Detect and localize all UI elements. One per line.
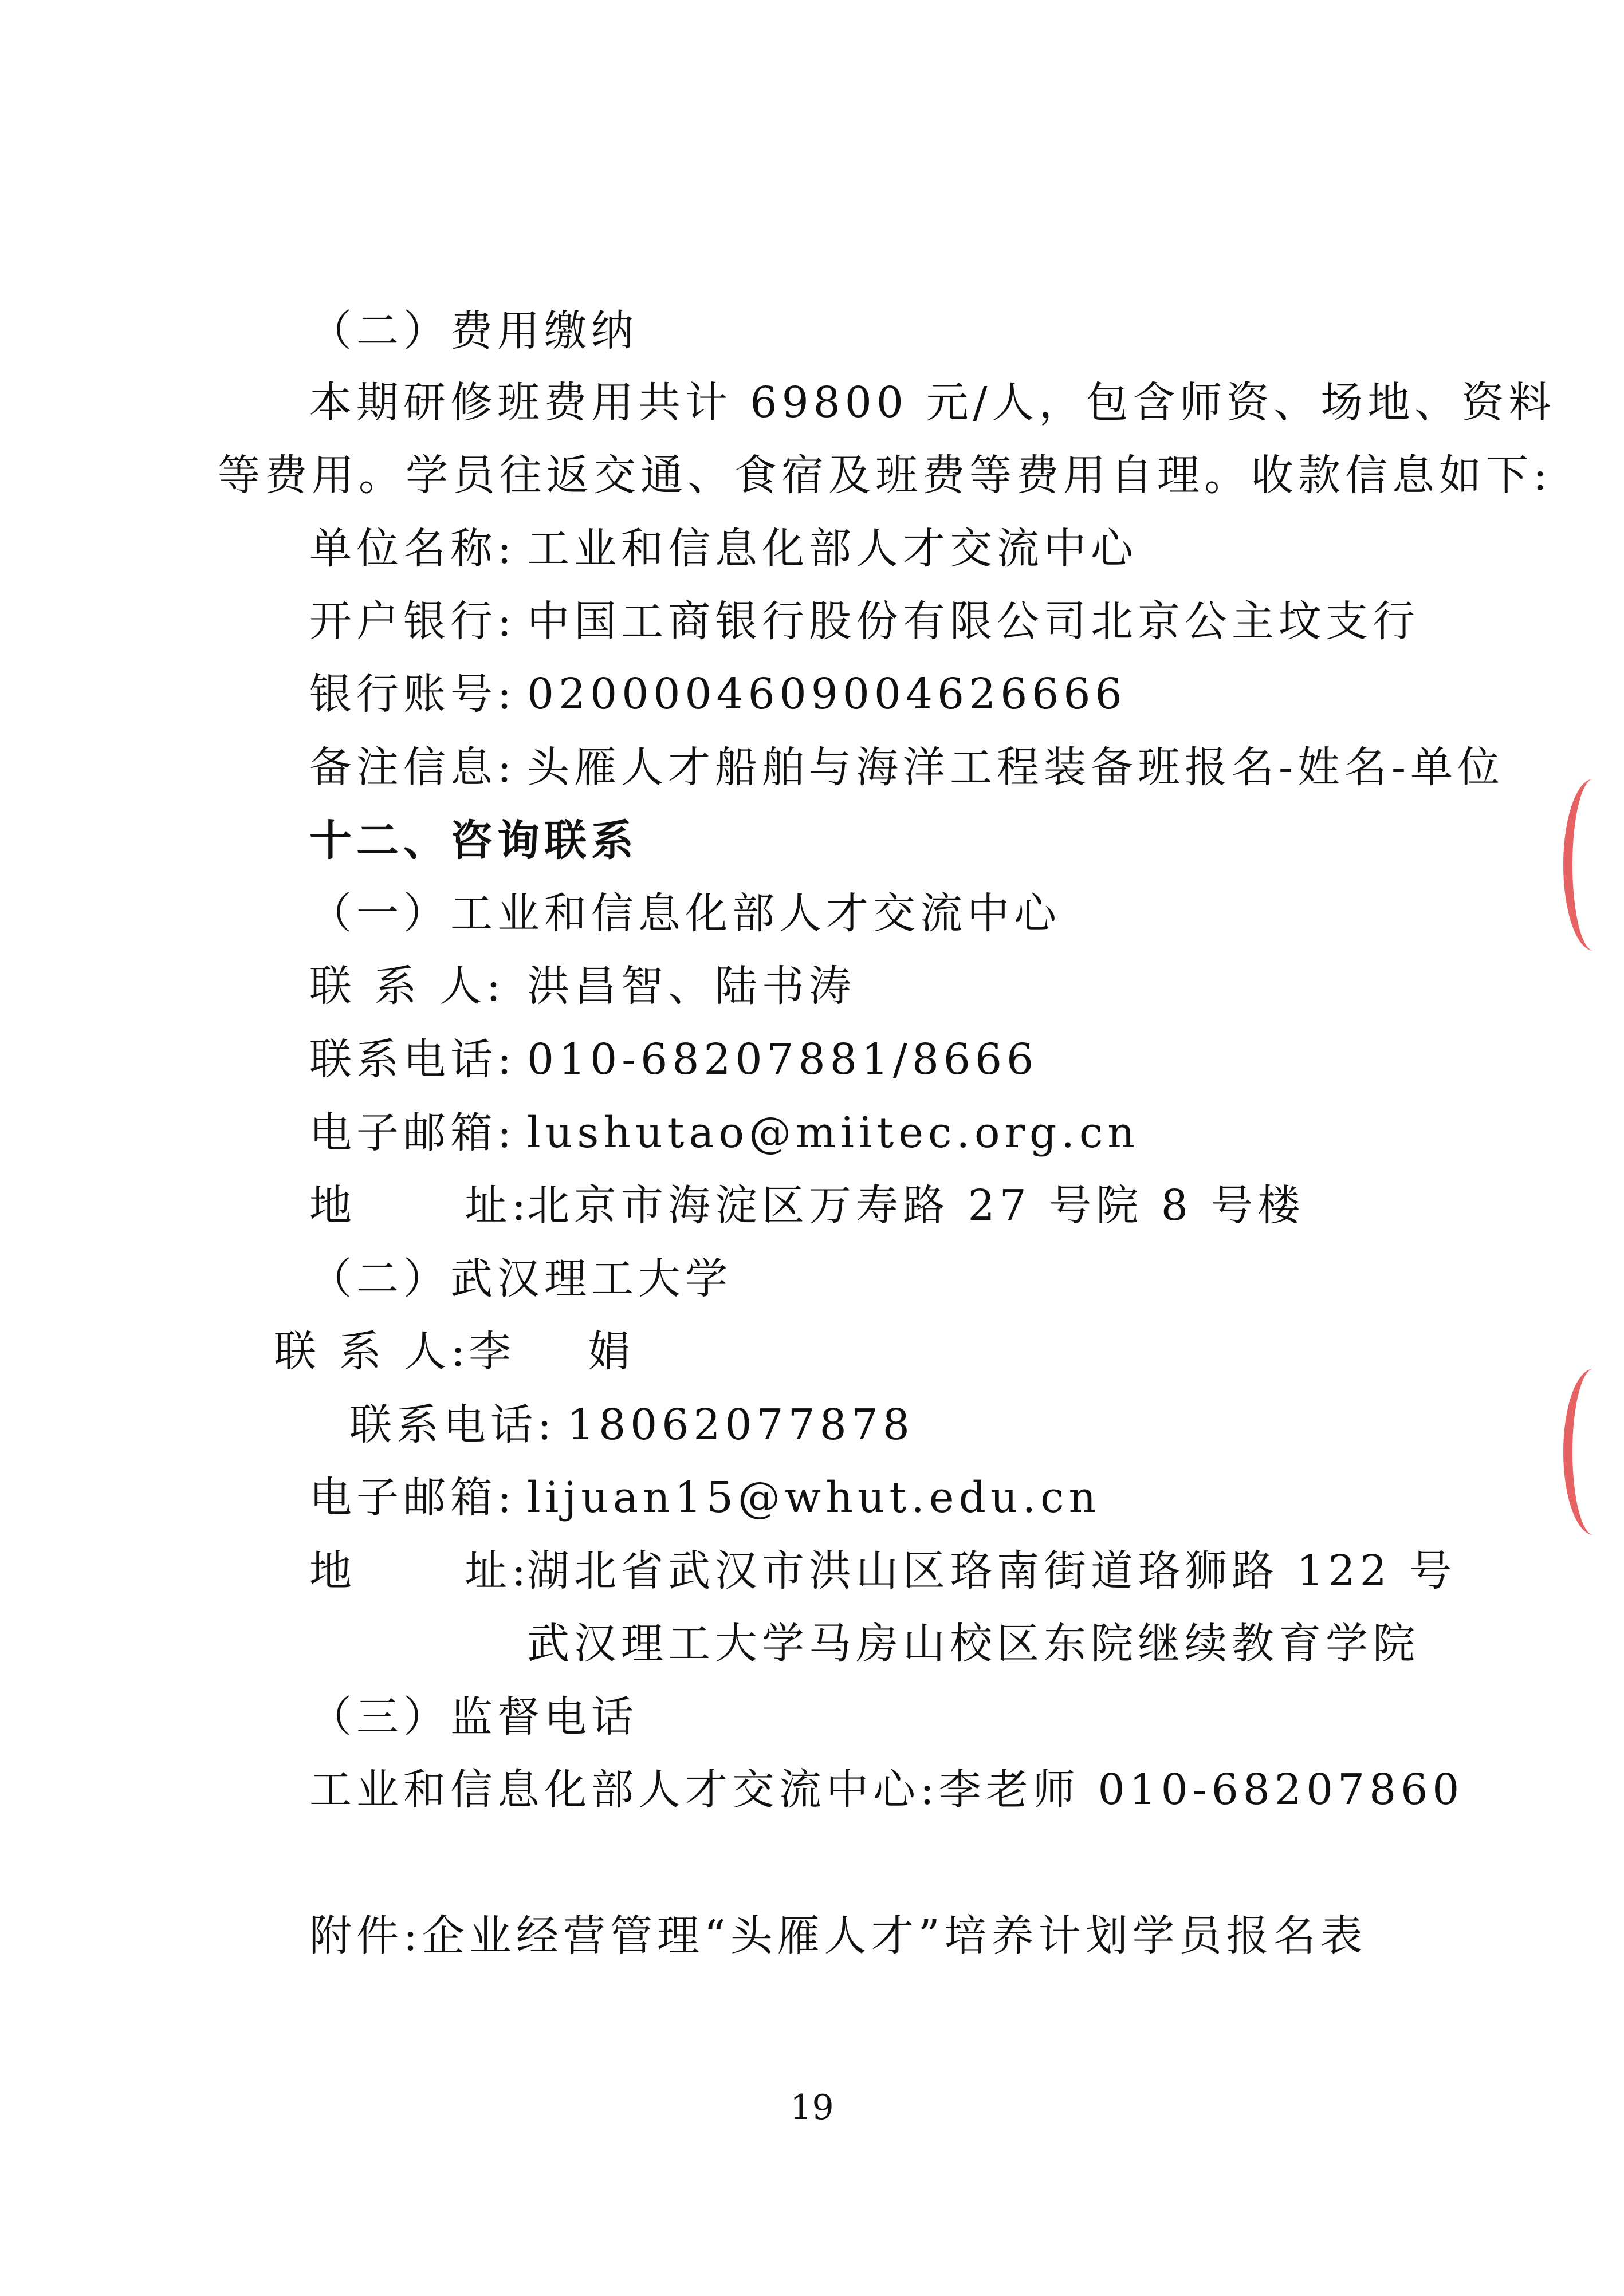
miit-address-value: 北京市海淀区万寿路 27 号院 8 号楼 — [527, 1181, 1305, 1230]
whut-address-label: 地 址: — [309, 1546, 531, 1596]
seal-stamp-top — [1563, 779, 1624, 951]
unit-name-row — [309, 520, 1138, 577]
miit-person-row — [309, 958, 856, 1015]
whut-address-row — [309, 1542, 1456, 1600]
miit-address-label: 地 址: — [309, 1181, 531, 1230]
whut-person-value: 李 娟 — [469, 1327, 635, 1376]
bank-row — [309, 593, 1419, 650]
seal-stamp-bottom — [1563, 1369, 1624, 1535]
page-number: 19 — [790, 2088, 834, 2128]
miit-phone-label: 联系电话: — [309, 1035, 516, 1084]
whut-address-line1: 湖北省武汉市洪山区珞南街道珞狮路 122 号 — [527, 1546, 1457, 1596]
miit-phone-row — [309, 1031, 1038, 1088]
bank-label: 开户银行: — [309, 597, 516, 646]
bank-value: 中国工商银行股份有限公司北京公主坟支行 — [527, 597, 1419, 646]
fee-paragraph-line2: 等费用。学员往返交通、食宿及班费等费用自理。收款信息如下: — [218, 451, 1552, 500]
whut-phone-value: 18062077878 — [567, 1400, 914, 1450]
account-row — [309, 665, 1127, 723]
supervision-heading: （三）监督电话 — [309, 1692, 638, 1742]
whut-address-line2: 武汉理工大学马房山校区东院继续教育学院 — [527, 1619, 1419, 1668]
whut-person-row — [274, 1323, 635, 1380]
whut-email-label: 电子邮箱: — [309, 1473, 516, 1522]
fee-paragraph-line1: 本期研修班费用共计 69800 元/人，包含师资、场地、资料 — [309, 378, 1556, 427]
whut-person-label: 联 系 人: — [274, 1327, 470, 1376]
miit-email-row — [309, 1104, 1139, 1161]
miit-person-value: 洪昌智、陆书涛 — [527, 962, 856, 1011]
remark-value: 头雁人才船舶与海洋工程装备班报名-姓名-单位 — [527, 743, 1505, 792]
miit-person-label: 联 系 人: — [309, 962, 505, 1011]
miit-heading: （一）工业和信息化部人才交流中心 — [309, 889, 1061, 938]
account-label: 银行账号: — [309, 669, 516, 719]
miit-phone-value: 010-68207881/8666 — [527, 1035, 1039, 1084]
supervision-contact: 工业和信息化部人才交流中心:李老师 010-68207860 — [309, 1765, 1464, 1814]
contact-section-heading: 十二、咨询联系 — [309, 816, 638, 865]
miit-email-label: 电子邮箱: — [309, 1108, 516, 1157]
whut-email-value: lijuan15@whut.edu.cn — [527, 1473, 1101, 1522]
unit-name-label: 单位名称: — [309, 524, 516, 573]
remark-label: 备注信息: — [309, 743, 516, 792]
miit-address-row — [309, 1177, 1304, 1234]
whut-phone-row — [349, 1396, 914, 1454]
account-value: 0200004609004626666 — [527, 669, 1127, 719]
remark-row — [309, 739, 1504, 796]
attachment-note: 附件:企业经营管理“头雁人才”培养计划学员报名表 — [309, 1911, 1367, 1960]
miit-email-value: lushutao@miitec.org.cn — [527, 1108, 1139, 1157]
unit-name-value: 工业和信息化部人才交流中心 — [527, 524, 1138, 573]
fee-heading: （二）费用缴纳 — [309, 306, 638, 356]
whut-phone-label: 联系电话: — [349, 1400, 556, 1450]
whut-heading: （二）武汉理工大学 — [309, 1254, 732, 1303]
whut-email-row — [309, 1469, 1100, 1526]
